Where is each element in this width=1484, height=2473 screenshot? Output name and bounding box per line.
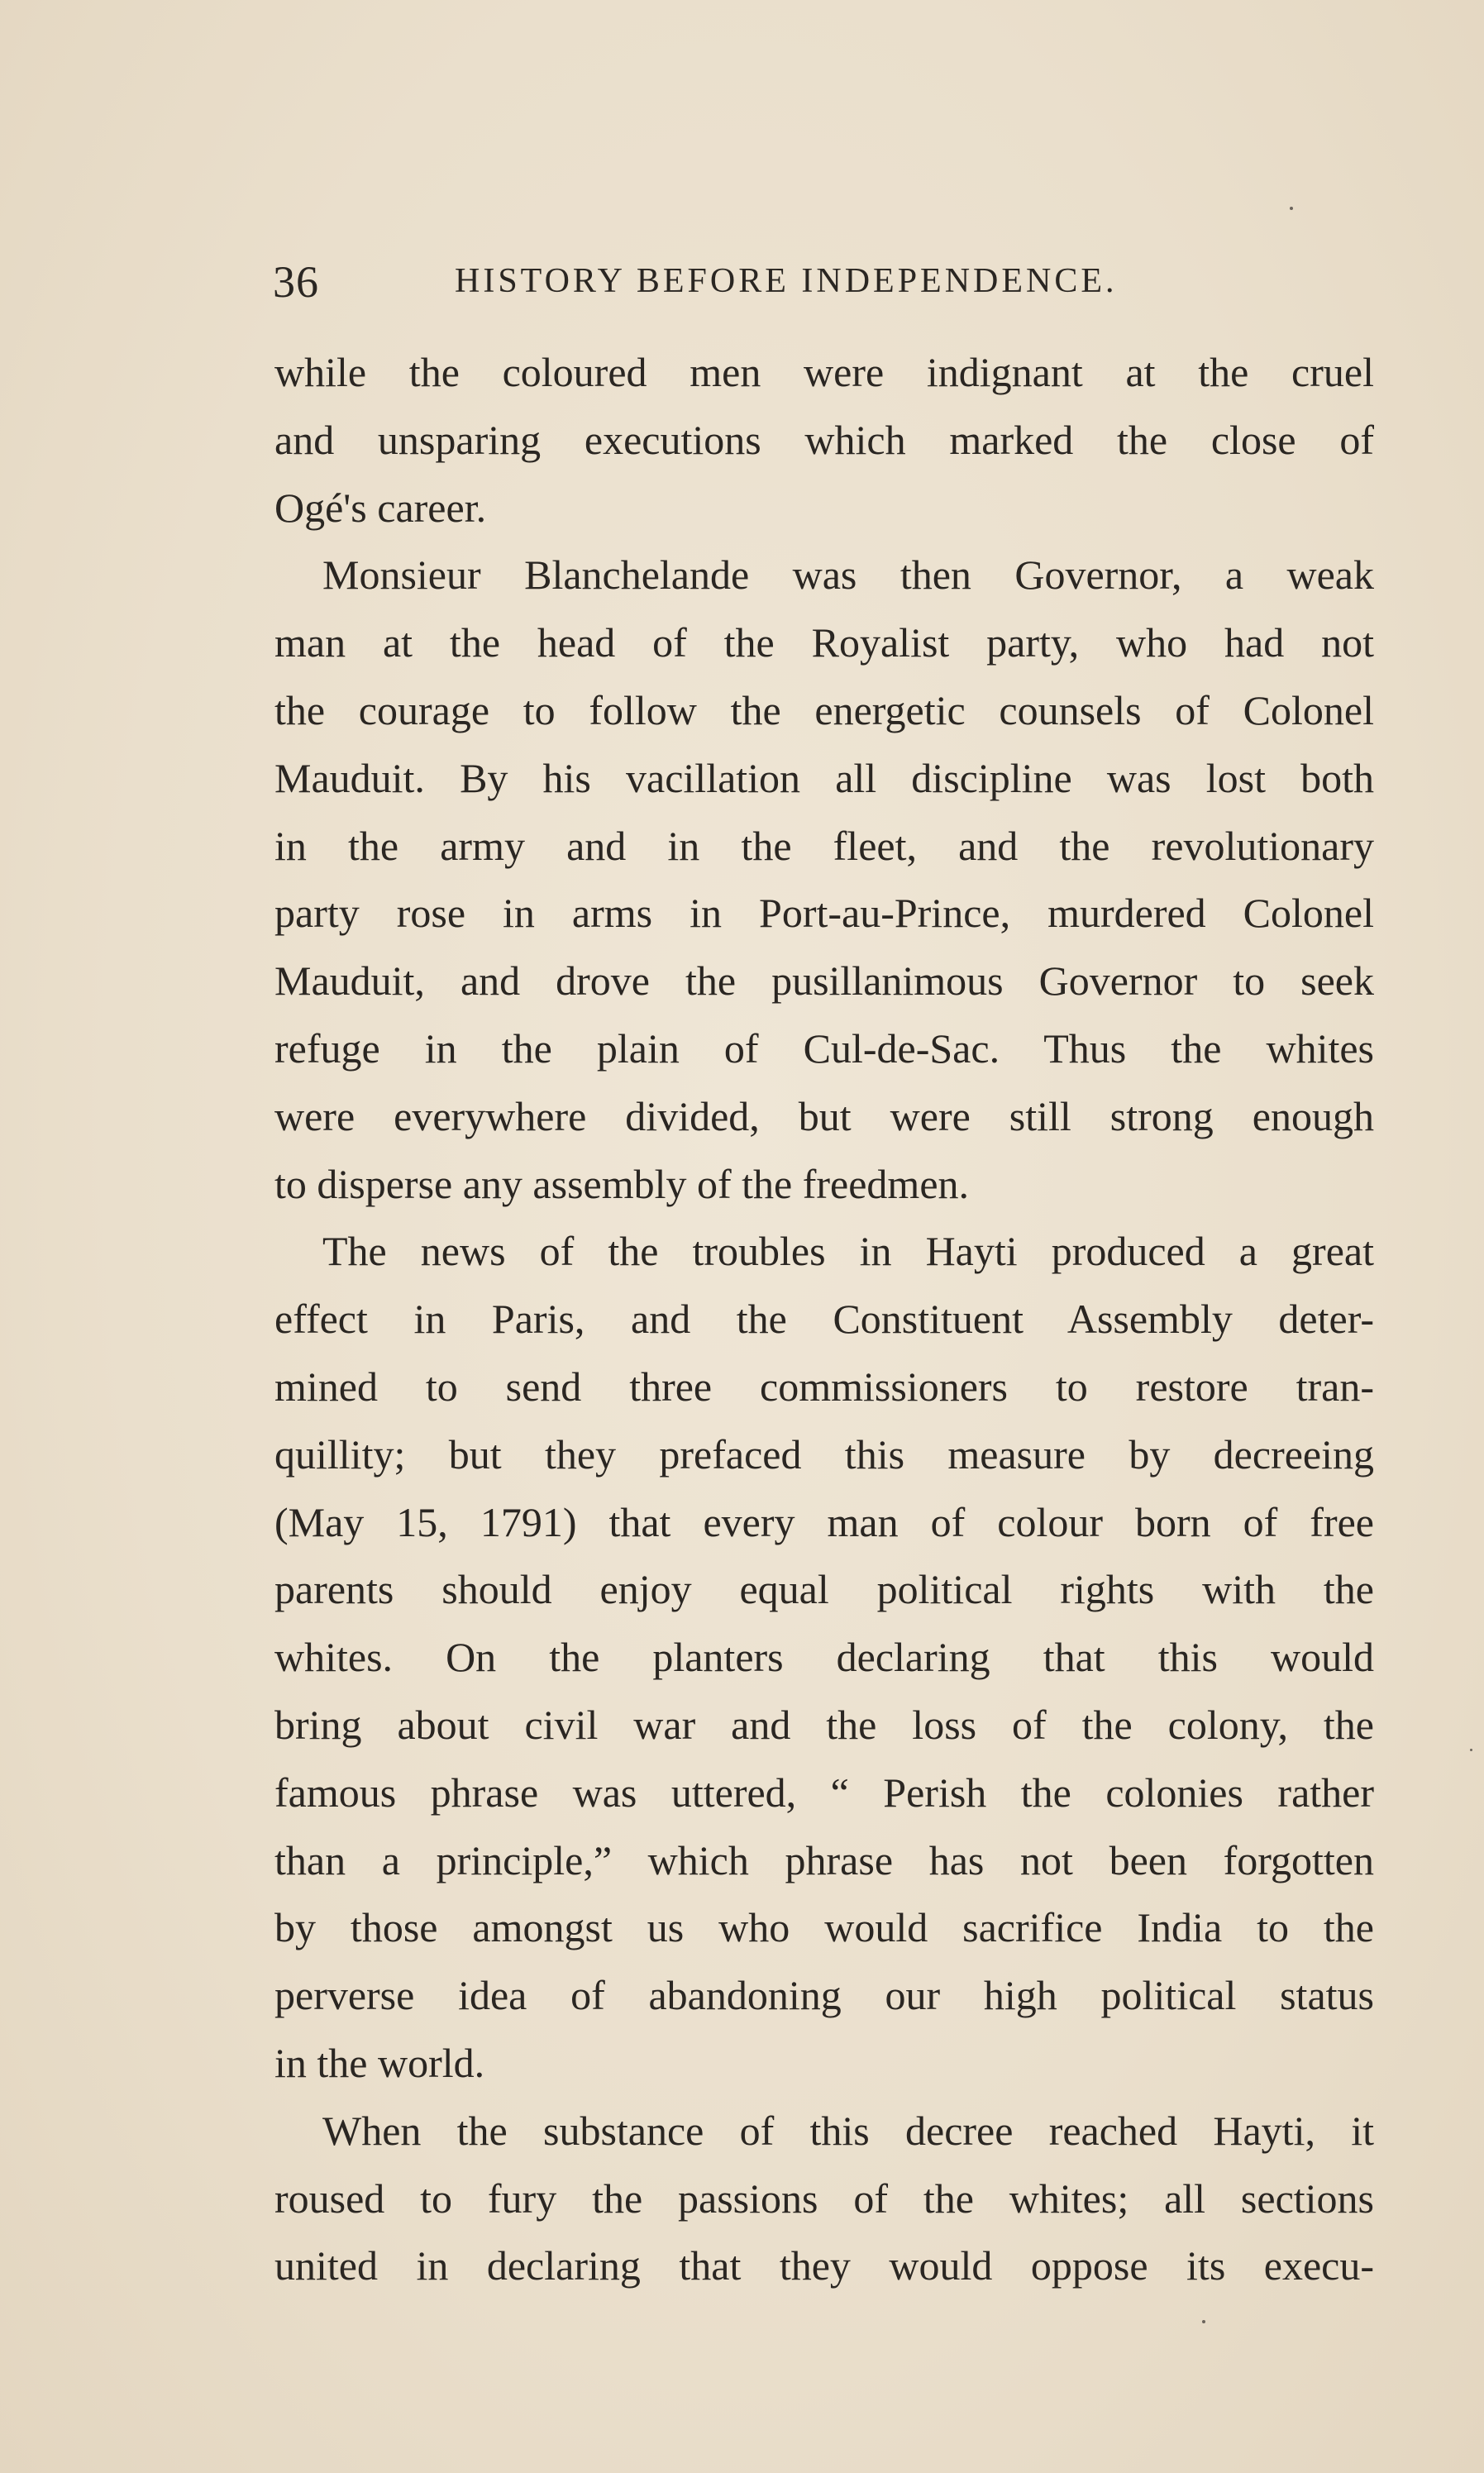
text-line: bring about civil war and the loss of the colony, the bbox=[274, 1701, 1374, 1748]
text-line: roused to fury the passions of the whites; all sections bbox=[274, 2175, 1374, 2222]
text-line: party rose in arms in Port-au-Prince, murdered Colonel bbox=[274, 890, 1374, 937]
paper-speck bbox=[1290, 207, 1293, 210]
text-line: than a principle,” which phrase has not been forgotten bbox=[274, 1836, 1374, 1883]
running-title: HISTORY BEFORE INDEPENDENCE. bbox=[455, 262, 1118, 300]
text-line: in the world. bbox=[274, 2039, 485, 2086]
text-line: refuge in the plain of Cul-de-Sac. Thus the whites bbox=[274, 1024, 1374, 1072]
text-line: by those amongst us who would sacrifice India to the bbox=[274, 1904, 1374, 1951]
text-line: The news of the troubles in Hayti produced a great bbox=[322, 1228, 1374, 1275]
text-line: while the coloured men were indignant at the cruel bbox=[274, 349, 1374, 395]
text-line: and unsparing executions which marked the close of bbox=[274, 416, 1374, 463]
text-line: to disperse any assembly of the freedmen. bbox=[274, 1160, 970, 1207]
text-line: quillity; but they prefaced this measure by decreeing bbox=[274, 1430, 1374, 1478]
text-line: were everywhere divided, but were still strong enough bbox=[274, 1092, 1374, 1139]
page-number: 36 bbox=[273, 257, 319, 307]
running-head bbox=[273, 256, 1372, 314]
text-line: Mauduit. By his vacillation all discipline was lost both bbox=[274, 754, 1374, 801]
paper-speck bbox=[1202, 2320, 1205, 2323]
text-line: famous phrase was uttered, “ Perish the colonies rather bbox=[274, 1769, 1374, 1816]
text-line: (May 15, 1791) that every man of colour born of free bbox=[274, 1498, 1374, 1545]
text-line: Mauduit, and drove the pusillanimous Governor to seek bbox=[274, 957, 1374, 1005]
text-line: united in declaring that they would oppose its execu- bbox=[274, 2242, 1374, 2289]
text-line: parents should enjoy equal political rights with the bbox=[274, 1566, 1374, 1613]
text-line: in the army and in the fleet, and the revolutionary bbox=[274, 822, 1374, 869]
text-line: effect in Paris, and the Constituent Assembly deter- bbox=[274, 1296, 1374, 1343]
paper-speck bbox=[1470, 1749, 1472, 1751]
text-line: man at the head of the Royalist party, who had not bbox=[274, 619, 1374, 666]
text-line: perverse idea of abandoning our high political status bbox=[274, 1972, 1374, 2019]
text-line: Monsieur Blanchelande was then Governor, a weak bbox=[322, 551, 1374, 599]
text-line: the courage to follow the energetic counsels of Colonel bbox=[274, 686, 1374, 733]
text-line: whites. On the planters declaring that this would bbox=[274, 1634, 1374, 1681]
text-line: Ogé's career. bbox=[274, 484, 487, 531]
body-text bbox=[274, 339, 1374, 2300]
text-line: mined to send three commissioners to restore tran- bbox=[274, 1363, 1374, 1410]
text-line: When the substance of this decree reached Hayti, it bbox=[322, 2107, 1374, 2154]
